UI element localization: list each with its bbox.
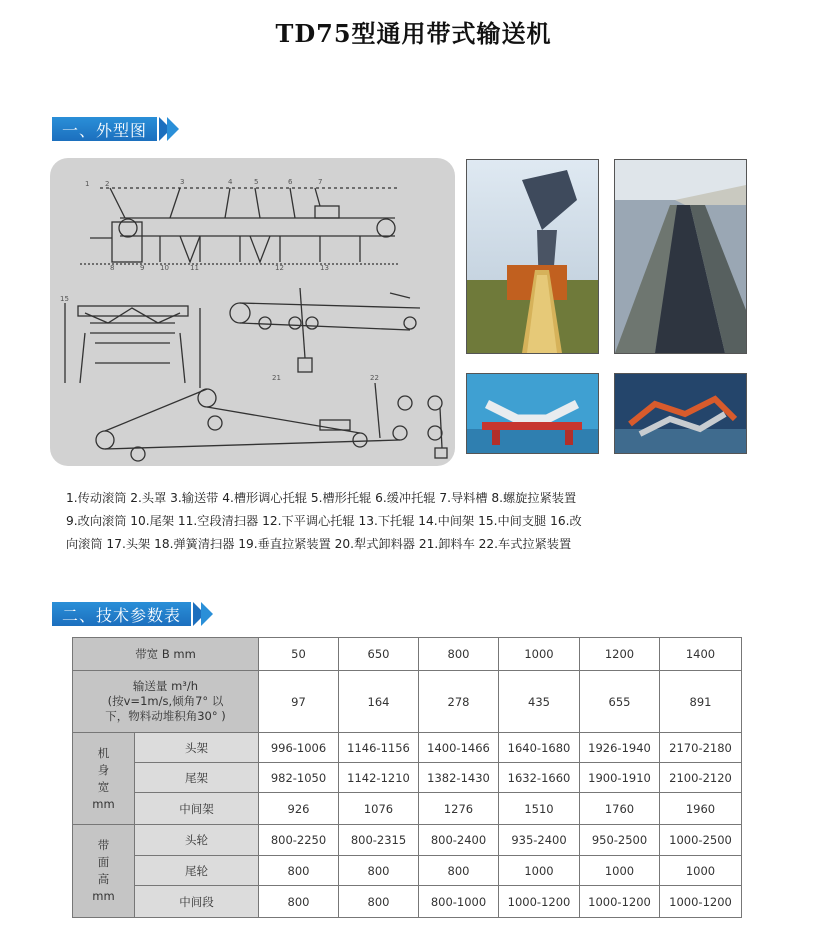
table-cell: 1076 [339, 793, 419, 825]
table-cell: 800 [419, 856, 499, 886]
table-cell: 1400 [660, 638, 742, 671]
table-cell: 2170-2180 [660, 733, 742, 763]
table-cell: 1632-1660 [499, 763, 580, 793]
svg-text:12: 12 [275, 264, 284, 272]
svg-text:5: 5 [254, 178, 259, 186]
svg-text:11: 11 [190, 264, 199, 272]
belt-height-group [73, 825, 135, 918]
table-cell: 1900-1910 [580, 763, 660, 793]
page-title: TD75型通用带式输送机 [275, 19, 552, 48]
svg-text:15: 15 [60, 295, 69, 303]
svg-text:2: 2 [105, 180, 110, 188]
table-cell: 164 [339, 671, 419, 733]
group-char: 高 [97, 872, 110, 886]
capacity-label-line: 下，物料动堆积角30° ) [105, 709, 226, 723]
photo-long-conveyor [614, 159, 747, 354]
table-row [73, 886, 742, 918]
group-char: mm [92, 889, 115, 903]
section-label: 一、外型图 [52, 117, 157, 141]
table-cell: 1000 [499, 638, 580, 671]
svg-text:4: 4 [228, 178, 233, 186]
photo-troughing-idler [466, 373, 599, 454]
table-row [73, 856, 742, 886]
conveyor-drawing-image [50, 158, 455, 466]
row-label: 尾轮 [135, 856, 259, 886]
table-cell: 800 [419, 638, 499, 671]
table-cell: 891 [660, 671, 742, 733]
table-cell: 1276 [419, 793, 499, 825]
table-row [73, 733, 742, 763]
table-row [73, 793, 742, 825]
chevron-right-icon [167, 117, 179, 141]
svg-text:6: 6 [288, 178, 293, 186]
table-cell: 278 [419, 671, 499, 733]
row-label: 头轮 [135, 825, 259, 856]
section-header-outline-drawing [52, 117, 179, 141]
table-row [73, 638, 742, 671]
section-label: 二、技术参数表 [52, 602, 191, 626]
group-char: 宽 [97, 779, 110, 794]
table-cell: 1510 [499, 793, 580, 825]
row-label: 中间架 [135, 793, 259, 825]
svg-text:8: 8 [110, 264, 115, 272]
table-cell: 50 [259, 638, 339, 671]
table-cell: 800-1000 [419, 886, 499, 918]
width-header: 带宽 B mm [73, 638, 259, 671]
outline-drawing [50, 158, 455, 466]
group-char: 机 [97, 745, 110, 760]
table-cell: 800 [259, 886, 339, 918]
section-header-spec-table [52, 602, 213, 626]
svg-text:7: 7 [318, 178, 323, 186]
table-cell: 1000-2500 [660, 825, 742, 856]
table-row [73, 763, 742, 793]
photo-idler-frames [614, 373, 747, 454]
table-cell: 1000-1200 [580, 886, 660, 918]
table-cell: 655 [580, 671, 660, 733]
group-char: 身 [97, 762, 110, 777]
table-cell: 800-2400 [419, 825, 499, 856]
table-row [73, 825, 742, 856]
table-cell: 950-2500 [580, 825, 660, 856]
svg-text:10: 10 [160, 264, 169, 272]
table-cell: 1146-1156 [339, 733, 419, 763]
table-cell: 1000-1200 [499, 886, 580, 918]
legend-line: 向滚筒 17.头架 18.弹簧清扫器 19.垂直拉紧装置 20.犁式卸料器 21.卸料车 22.车式拉紧装置 [66, 537, 572, 551]
table-cell: 1200 [580, 638, 660, 671]
table-cell: 800 [339, 886, 419, 918]
spec-table [72, 637, 742, 918]
table-cell: 982-1050 [259, 763, 339, 793]
capacity-label-line: 输送量 m³/h [132, 679, 199, 693]
table-cell: 800-2250 [259, 825, 339, 856]
table-cell: 1382-1430 [419, 763, 499, 793]
svg-text:1: 1 [85, 180, 90, 188]
table-cell: 1400-1466 [419, 733, 499, 763]
table-cell: 935-2400 [499, 825, 580, 856]
row-label: 头架 [135, 733, 259, 763]
legend-line: 9.改向滚筒 10.尾架 11.空段清扫器 12.下平调心托辊 13.下托辊 14.中间架 15.中间支腿 16.改 [66, 514, 582, 528]
table-cell: 1760 [580, 793, 660, 825]
table-cell: 926 [259, 793, 339, 825]
table-cell: 1000 [580, 856, 660, 886]
row-label: 中间段 [135, 886, 259, 918]
chevron-right-icon [201, 602, 213, 626]
table-cell: 1142-1210 [339, 763, 419, 793]
group-char: mm [92, 796, 115, 811]
table-cell: 1640-1680 [499, 733, 580, 763]
table-cell: 800-2315 [339, 825, 419, 856]
table-cell: 800 [339, 856, 419, 886]
group-char: 带 [97, 838, 110, 852]
svg-text:9: 9 [140, 264, 145, 272]
capacity-label-line: (按v=1m/s,倾角7° 以 [107, 694, 224, 708]
table-cell: 97 [259, 671, 339, 733]
table-cell: 2100-2120 [660, 763, 742, 793]
legend-line: 1.传动滚筒 2.头罩 3.输送带 4.槽形调心托辊 5.槽形托辊 6.缓冲托辊 7.导料槽 8.螺旋拉紧装置 [66, 491, 577, 505]
table-row [73, 671, 742, 733]
photo-conveyor-tower [466, 159, 599, 354]
table-cell: 1000-1200 [660, 886, 742, 918]
table-cell: 1000 [499, 856, 580, 886]
table-cell: 435 [499, 671, 580, 733]
table-cell: 800 [259, 856, 339, 886]
table-cell: 1926-1940 [580, 733, 660, 763]
svg-text:21: 21 [272, 374, 281, 382]
table-cell: 996-1006 [259, 733, 339, 763]
svg-text:3: 3 [180, 178, 185, 186]
table-cell: 650 [339, 638, 419, 671]
table-cell: 1960 [660, 793, 742, 825]
frame-width-group [73, 733, 135, 825]
row-label: 尾架 [135, 763, 259, 793]
svg-text:22: 22 [370, 374, 379, 382]
table-cell: 1000 [660, 856, 742, 886]
component-legend [66, 487, 686, 556]
group-char: 面 [97, 855, 110, 869]
capacity-header [73, 671, 259, 733]
svg-text:13: 13 [320, 264, 329, 272]
